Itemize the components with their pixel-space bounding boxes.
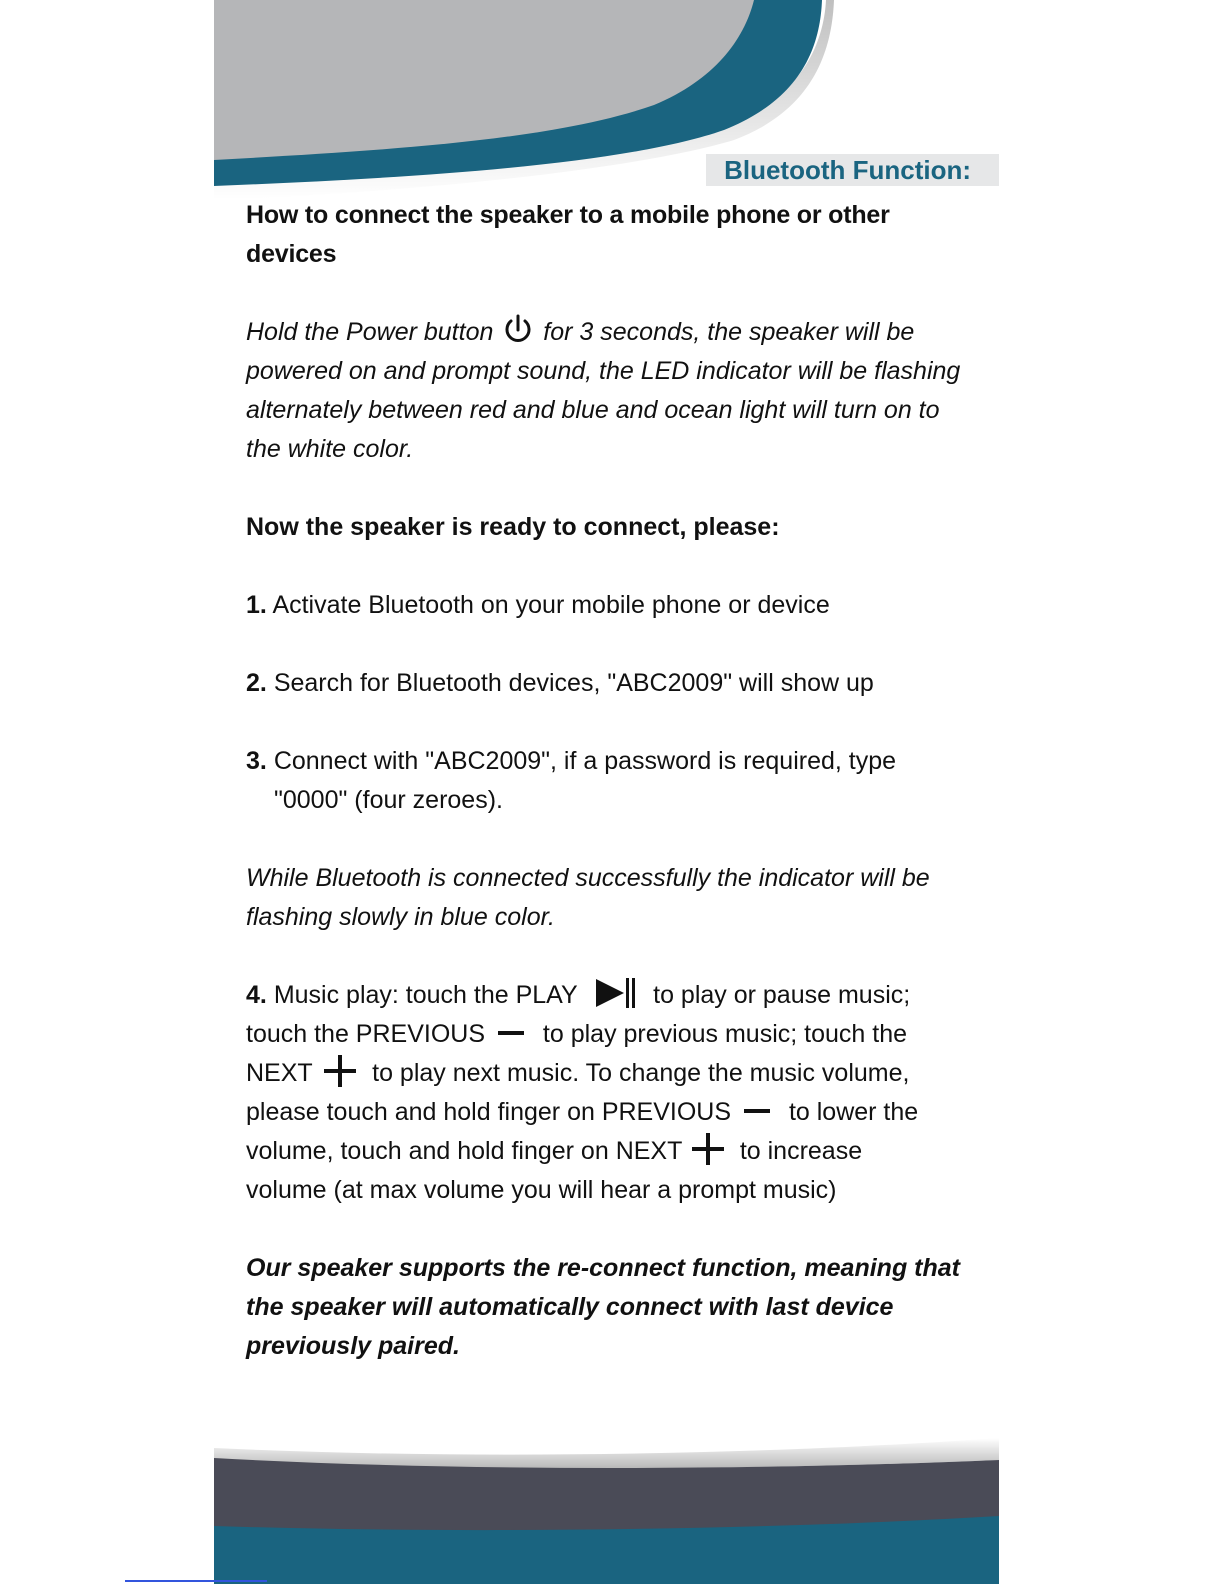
step-text-continued: "0000" (four zeroes). xyxy=(274,786,503,814)
connected-note-line-1: While Bluetooth is connected successfully the indicator will be xyxy=(246,864,930,892)
step-4 xyxy=(246,976,976,1210)
plus-icon xyxy=(689,1132,727,1166)
step4-text: to lower the xyxy=(788,1098,919,1126)
step-number: 3. xyxy=(246,747,267,775)
step4-text: Music play: touch the PLAY xyxy=(273,981,578,1009)
play-pause-icon xyxy=(594,977,640,1009)
ready-heading: Now the speaker is ready to connect, please: xyxy=(246,513,780,541)
intro-line-2: powered on and prompt sound, the LED indicator will be flashing xyxy=(246,357,961,385)
step-3 xyxy=(246,742,976,820)
step4-text: volume (at max volume you will hear a prompt music) xyxy=(246,1176,837,1204)
step-2 xyxy=(246,664,976,703)
intro-paragraph xyxy=(246,313,976,469)
reconnect-note xyxy=(246,1249,976,1366)
instructions-content xyxy=(246,196,976,1366)
step4-text: touch the PREVIOUS xyxy=(246,1020,486,1048)
minus-icon xyxy=(742,1101,776,1121)
power-icon xyxy=(502,313,534,347)
reconnect-note-line-3: previously paired. xyxy=(246,1332,460,1360)
intro-line-4: the white color. xyxy=(246,435,414,463)
footer-link-underline[interactable] xyxy=(125,1580,267,1582)
step4-text: to play previous music; touch the xyxy=(542,1020,907,1048)
step4-text: to play or pause music; xyxy=(653,981,911,1009)
step-text: Search for Bluetooth devices, "ABC2009" will show up xyxy=(273,669,874,697)
connected-note xyxy=(246,859,976,937)
reconnect-note-line-1: Our speaker supports the re-connect function, meaning that xyxy=(246,1254,960,1282)
step-number: 4. xyxy=(246,981,267,1009)
step4-text: volume, touch and hold finger on NEXT xyxy=(246,1137,682,1165)
step-1 xyxy=(246,586,976,625)
reconnect-note-line-2: the speaker will automatically connect with last device xyxy=(246,1293,894,1321)
intro-text-2: for 3 seconds, the speaker will be xyxy=(543,318,915,346)
intro-line-3: alternately between red and blue and ocean light will turn on to xyxy=(246,396,940,424)
step-text: Connect with "ABC2009", if a password is required, type xyxy=(273,747,897,775)
step-number: 1. xyxy=(246,591,267,619)
connected-note-line-2: flashing slowly in blue color. xyxy=(246,903,555,931)
step4-text: to increase xyxy=(739,1137,863,1165)
step4-text: NEXT xyxy=(246,1059,313,1087)
step4-text: please touch and hold finger on PREVIOUS xyxy=(246,1098,732,1126)
step-number: 2. xyxy=(246,669,267,697)
step-text: Activate Bluetooth on your mobile phone or device xyxy=(272,591,830,619)
plus-icon xyxy=(321,1054,359,1088)
intro-text-1: Hold the Power button xyxy=(246,318,494,346)
footer-swoosh-art xyxy=(214,1430,999,1584)
minus-icon xyxy=(496,1023,530,1043)
section-title-tag: Bluetooth Function: xyxy=(706,154,999,186)
step4-text: to play next music. To change the music volume, xyxy=(372,1059,910,1087)
main-heading: How to connect the speaker to a mobile phone or other devices xyxy=(246,201,890,268)
